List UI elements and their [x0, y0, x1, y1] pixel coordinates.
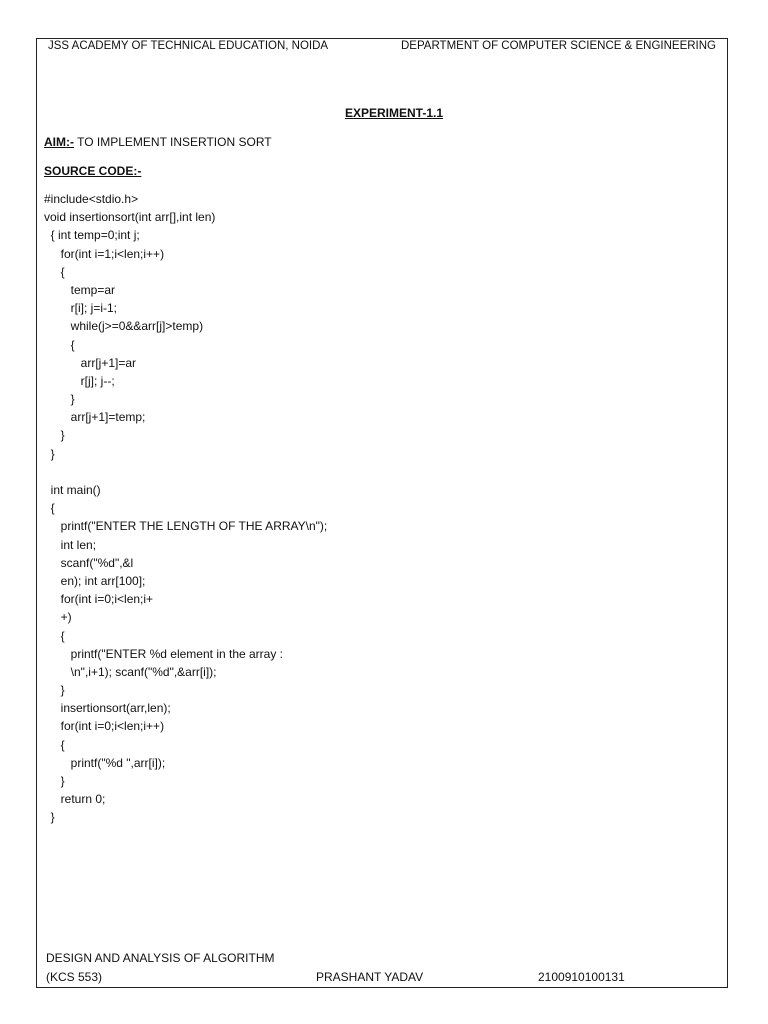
code-line: int main() [44, 483, 101, 497]
code-line: { [44, 737, 65, 752]
code-line: \n",i+1); scanf("%d",&arr[i]); [44, 664, 217, 679]
aim-label: AIM:- [44, 135, 74, 149]
code-line: { [44, 264, 65, 279]
footer-roll-number: 2100910100131 [538, 970, 625, 984]
experiment-title: EXPERIMENT-1.1 [344, 106, 444, 120]
code-line: #include<stdio.h> [44, 192, 139, 206]
code-line: for(int i=1;i<len;i++) [44, 246, 165, 261]
source-code-block [44, 190, 327, 827]
code-line: r[j]; j--; [44, 373, 115, 388]
code-line: { int temp=0;int j; [44, 228, 140, 243]
code-line: void insertionsort(int arr[],int len) [44, 210, 216, 225]
experiment-title-wrap [0, 106, 768, 120]
code-line: printf("ENTER THE LENGTH OF THE ARRAY\n"); [44, 519, 328, 534]
code-line: for(int i=0;i<len;i+ [44, 592, 154, 607]
code-line: printf("%d ",arr[i]); [44, 755, 166, 770]
footer-student-name: PRASHANT YADAV [316, 970, 424, 984]
code-line: printf("ENTER %d element in the array : [44, 646, 284, 661]
code-line: for(int i=0;i<len;i++) [44, 719, 165, 734]
code-line: r[i]; j=i-1; [44, 301, 118, 316]
institute-name: JSS ACADEMY OF TECHNICAL EDUCATION, NOIDA [48, 40, 329, 52]
code-line: { [44, 628, 65, 643]
code-line: } [44, 428, 65, 443]
code-line: { [44, 501, 55, 516]
code-line [44, 463, 327, 481]
aim-section [44, 135, 272, 149]
code-line: int len; [44, 537, 97, 552]
code-line: arr[j+1]=temp; [44, 410, 146, 425]
code-line: while(j>=0&&arr[j]>temp) [44, 319, 204, 334]
code-line: +) [44, 610, 72, 625]
code-line: arr[j+1]=ar [44, 355, 137, 370]
code-line: } [44, 810, 55, 825]
code-line: { [44, 337, 75, 352]
code-line: } [44, 683, 65, 698]
code-line: return 0; [44, 792, 106, 807]
department-name: DEPARTMENT OF COMPUTER SCIENCE & ENGINEERING [400, 40, 716, 52]
aim-text: TO IMPLEMENT INSERTION SORT [74, 135, 272, 149]
footer-course-code: (KCS 553) [46, 970, 103, 984]
footer-course: DESIGN AND ANALYSIS OF ALGORITHM [46, 951, 275, 965]
code-line: scanf("%d",&l [44, 555, 134, 570]
code-line: temp=ar [44, 282, 116, 297]
code-line: en); int arr[100]; [44, 573, 146, 588]
source-code-label: SOURCE CODE:- [44, 164, 142, 178]
code-line: } [44, 392, 75, 407]
code-line: } [44, 774, 65, 788]
code-line: insertionsort(arr,len); [44, 701, 171, 716]
code-line: } [44, 446, 55, 461]
